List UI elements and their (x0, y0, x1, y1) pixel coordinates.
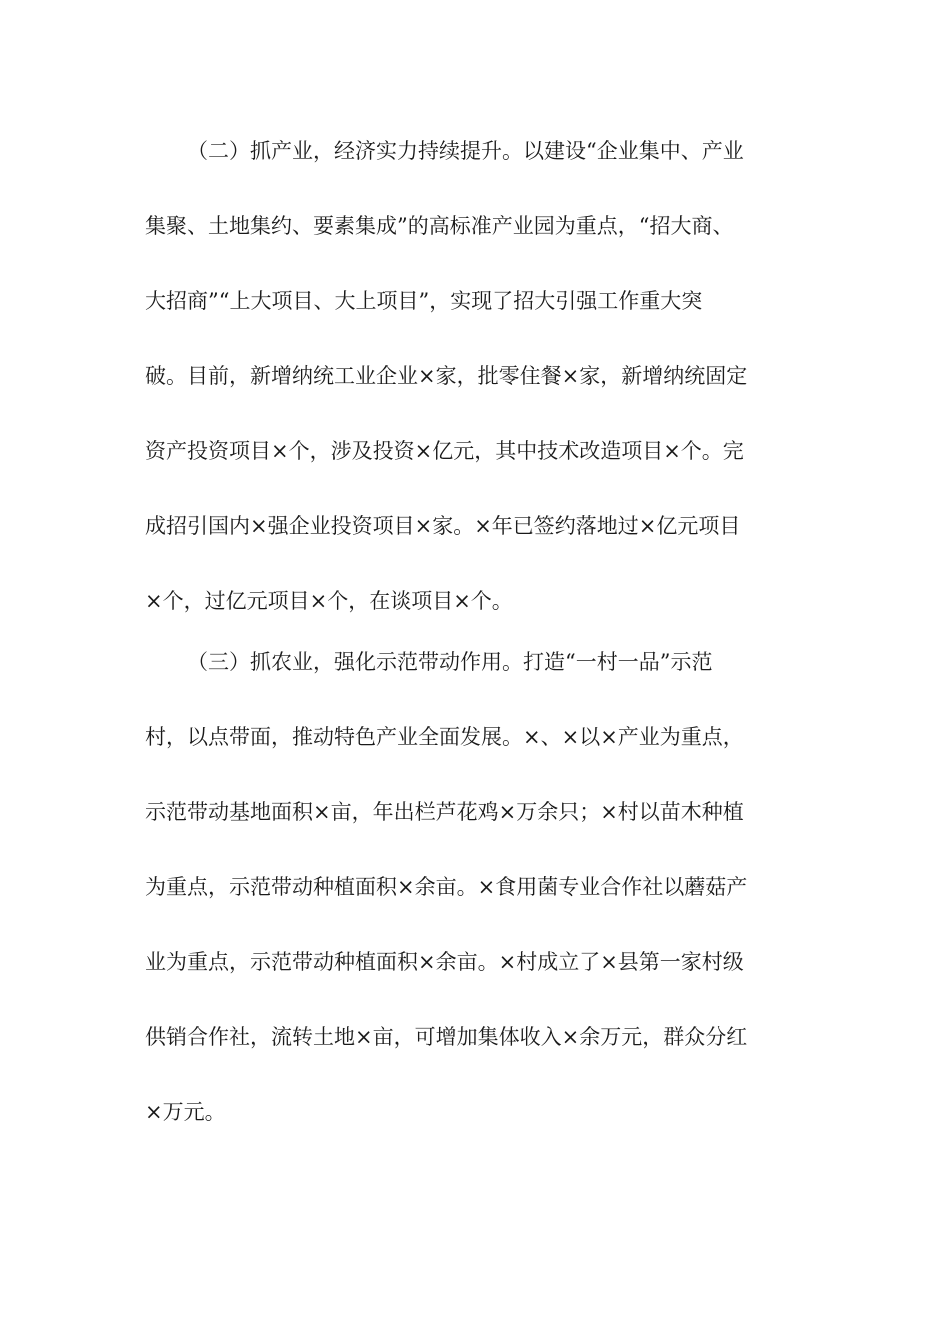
paragraph-2-line-1: （二）抓产业，经济实力持续提升。以建设“企业集中、产业 (187, 139, 744, 163)
paragraph-3-line-1: （三）抓农业，强化示范带动作用。打造“一村一品”示范 (187, 650, 713, 674)
paragraph-3-line-3: 示范带动基地面积×亩，年出栏芦花鸡×万余只；×村以苗木种植 (145, 800, 744, 824)
paragraph-2-line-5: 资产投资项目×个，涉及投资×亿元，其中技术改造项目×个。完 (145, 439, 744, 463)
paragraph-2-line-3: 大招商”“上大项目、大上项目”，实现了招大引强工作重大突 (145, 289, 703, 313)
paragraph-3-line-6: 供销合作社，流转土地×亩，可增加集体收入×余万元，群众分红 (145, 1025, 748, 1049)
paragraph-2-line-4: 破。目前，新增纳统工业企业×家，批零住餐×家，新增纳统固定 (145, 364, 748, 388)
paragraph-3-line-5: 业为重点，示范带动种植面积×余亩。×村成立了×县第一家村级 (145, 950, 744, 974)
paragraph-2-line-7: ×个，过亿元项目×个，在谈项目×个。 (145, 589, 513, 613)
paragraph-2-line-6: 成招引国内×强企业投资项目×家。×年已签约落地过×亿元项目 (145, 514, 741, 538)
paragraph-3-line-2: 村，以点带面，推动特色产业全面发展。×、×以×产业为重点， (145, 725, 744, 749)
paragraph-2-line-2: 集聚、土地集约、要素集成”的高标准产业园为重点，“招大商、 (145, 214, 734, 238)
paragraph-3-line-4: 为重点，示范带动种植面积×余亩。×食用菌专业合作社以蘑菇产 (145, 875, 748, 899)
paragraph-3-line-7: ×万元。 (145, 1100, 226, 1124)
